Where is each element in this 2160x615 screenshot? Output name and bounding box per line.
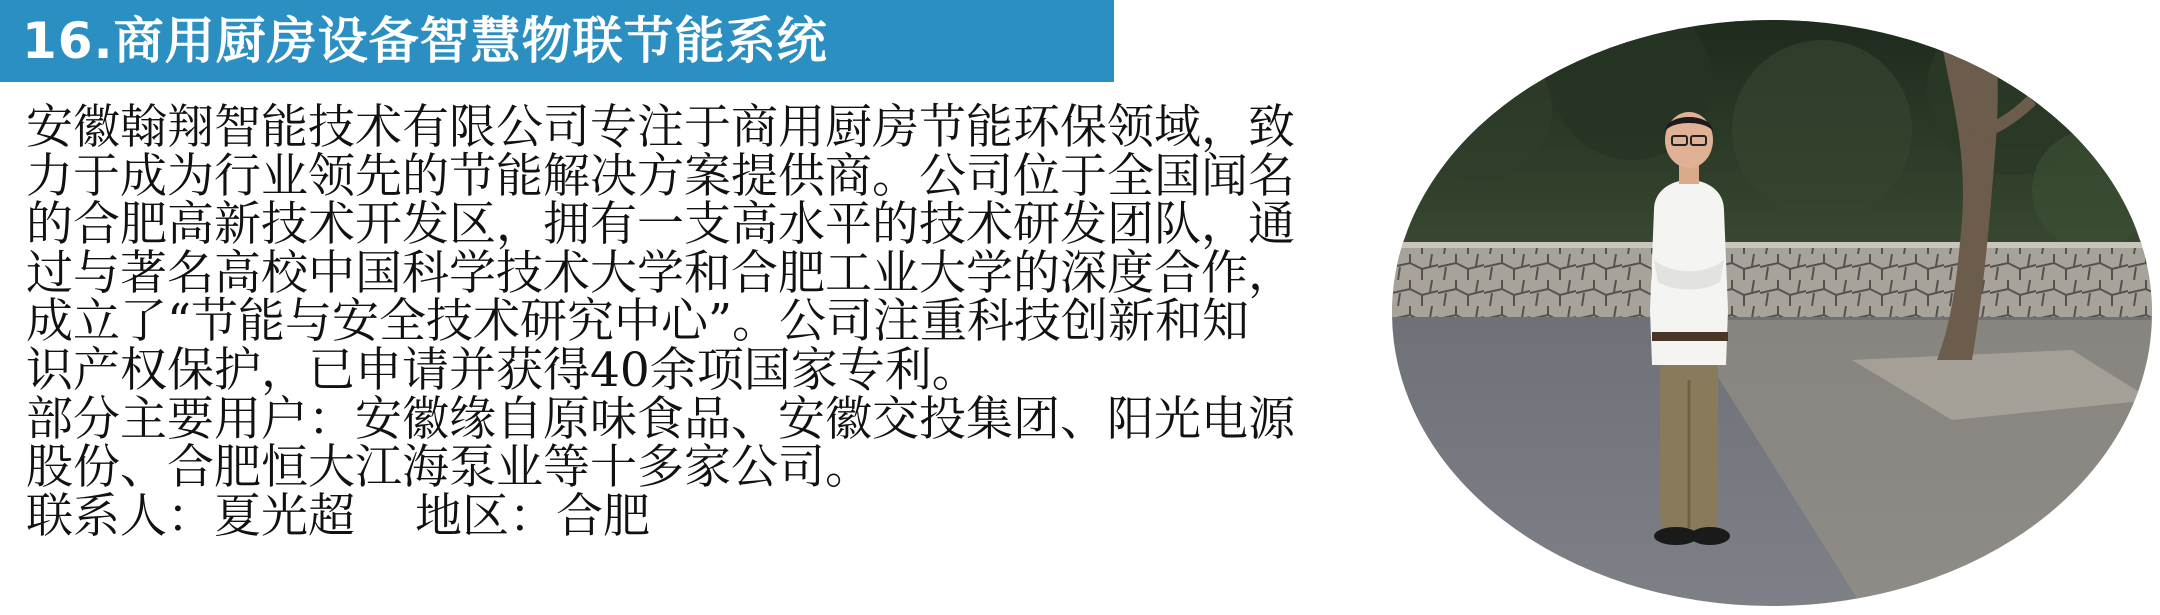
users-line: 股份、合肥恒大江海泵业等十多家公司。 xyxy=(26,440,872,496)
contact-person: 联系人：夏光超 xyxy=(26,488,355,544)
description-line: 过与著名高校中国科学技术大学和合肥工业大学的深度合作， xyxy=(26,245,1295,301)
users-line: 部分主要用户：安徽缘自原味食品、安徽交投集团、阳光电源 xyxy=(26,391,1295,447)
contact-region: 地区：合肥 xyxy=(415,488,650,544)
section-title: 16.商用厨房设备智慧物联节能系统 xyxy=(22,12,828,70)
description-line: 的合肥高新技术开发区，拥有一支高水平的技术研发团队，通 xyxy=(26,197,1295,253)
description-line: 识产权保护，已申请并获得40余项国家专利。 xyxy=(26,342,979,398)
contact-person-photo xyxy=(1392,20,2152,606)
company-description xyxy=(26,100,1386,544)
section-title-bar xyxy=(0,0,1114,82)
contact-line xyxy=(26,488,1386,544)
description-line: 安徽翰翔智能技术有限公司专注于商用厨房节能环保领域，致 xyxy=(26,100,1295,155)
description-line: 力于成为行业领先的节能解决方案提供商。公司位于全国闻名 xyxy=(26,148,1295,204)
description-line: 成立了“节能与安全技术研究中心”。公司注重科技创新和知 xyxy=(26,294,1250,350)
